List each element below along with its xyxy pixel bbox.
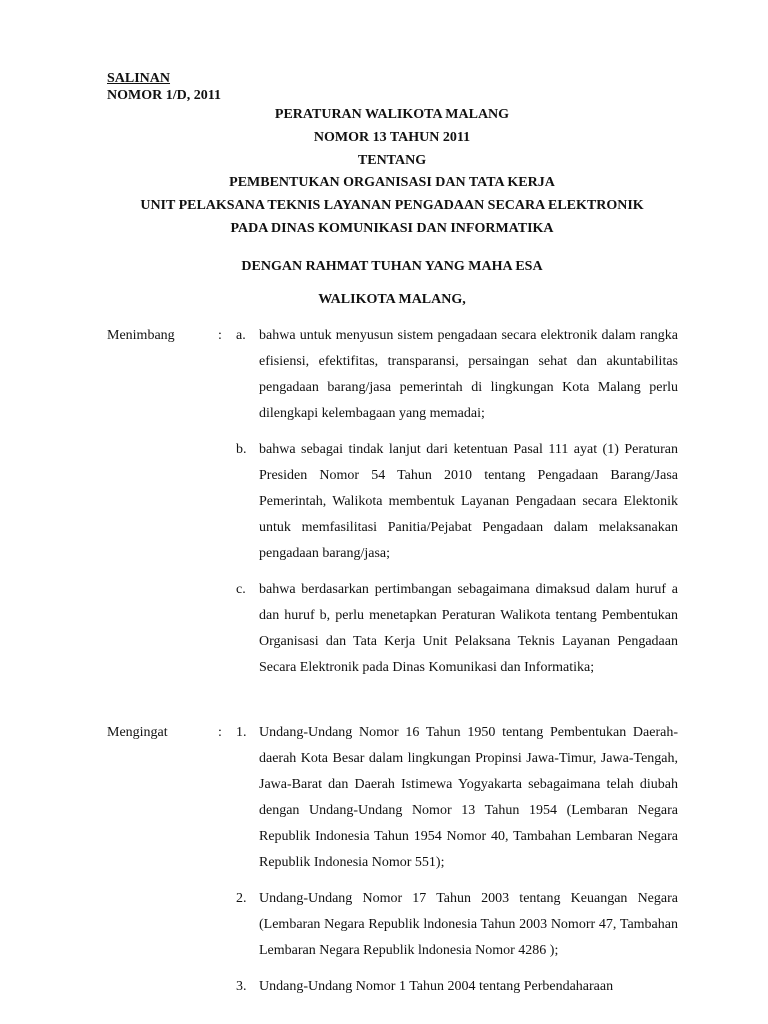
- regulation-subject-line-2: UNIT PELAKSANA TEKNIS LAYANAN PENGADAAN SECARA ELEKTRONIK: [140, 198, 644, 214]
- list-item: [236, 323, 678, 427]
- copy-label: SALINAN: [107, 71, 171, 86]
- list-item: [236, 437, 678, 567]
- item-marker: c.: [236, 582, 246, 597]
- regulation-title-block: [60, 104, 724, 241]
- item-text: Undang-Undang Nomor 1 Tahun 2004 tentang Perbendaharaan: [259, 979, 614, 994]
- item-marker: 1.: [236, 725, 247, 740]
- menimbang-items: [236, 323, 678, 681]
- item-text: bahwa sebagai tindak lanjut dari ketentuan Pasal 111 ayat (1) Peraturan Presiden Nomor 54 Tahun 2010 tentang Pengadaan Barang/Jasa Pemerintah, Walikota membentuk Layanan Pengadaan secara Elektonik untuk memfasilitasi Panitia/Pejabat Pengadaan dalam melaksanakan pengadaan barang/jasa;: [259, 442, 678, 561]
- item-text: Undang-Undang Nomor 17 Tahun 2003 tentang Keuangan Negara (Lembaran Negara Republik lndonesia Tahun 2003 Nomorr 47, Tambahan Lembaran Negara Republik lndonesia Nomor 4286 );: [259, 891, 678, 958]
- item-marker: a.: [236, 328, 246, 343]
- regulation-title: PERATURAN WALIKOTA MALANG: [274, 107, 510, 122]
- list-item: [236, 720, 678, 876]
- list-item: [236, 974, 678, 1000]
- item-text: Undang-Undang Nomor 16 Tahun 1950 tentang Pembentukan Daerah-daerah Kota Besar dalam lingkungan Propinsi Jawa-Timur, Jawa-Tengah, Jawa-Barat dan Daerah Istimewa Yogyakarta sebagaimana telah diubah dengan Undang-Undang Nomor 13 Tahun 1954 (Lembaran Negara Republik Indonesia Tahun 1954 Nomor 40, Tambahan Lembaran Negara Republik Indonesia Nomor 551);: [259, 725, 678, 870]
- mengingat-items: [236, 720, 678, 1000]
- section-label-mengingat: Mengingat: [107, 725, 168, 740]
- item-marker: b.: [236, 442, 247, 457]
- item-marker: 3.: [236, 979, 247, 994]
- item-marker: 2.: [236, 891, 247, 906]
- regulation-subject-line-3: PADA DINAS KOMUNIKASI DAN INFORMATIKA: [230, 220, 554, 236]
- grace-invocation: DENGAN RAHMAT TUHAN YANG MAHA ESA: [241, 259, 543, 274]
- regulation-subject-line-1: PEMBENTUKAN ORGANISASI DAN TATA KERJA: [229, 175, 555, 191]
- item-text: bahwa berdasarkan pertimbangan sebagaimana dimaksud dalam huruf a dan huruf b, perlu menetapkan Peraturan Walikota tentang Pembentukan Organisasi dan Tata Kerja Unit Pelaksana Teknis Layanan Pengadaan Secara Elektronik pada Dinas Komunikasi dan Informatika;: [259, 582, 678, 675]
- list-item: [236, 886, 678, 964]
- section-colon: :: [218, 725, 222, 740]
- item-text: bahwa untuk menyusun sistem pengadaan secara elektronik dalam rangka efisiensi, efektifitas, transparansi, persaingan sehat dan akuntabilitas pengadaan barang/jasa pemerintah di lingkungan Kota Malang perlu dilengkapi kelembagaan yang memadai;: [259, 328, 678, 421]
- regulation-about: TENTANG: [357, 152, 427, 168]
- regulation-number: NOMOR 13 TAHUN 2011: [313, 129, 471, 145]
- section-colon: :: [218, 328, 222, 343]
- section-label-menimbang: Menimbang: [107, 328, 175, 343]
- list-item: [236, 577, 678, 681]
- mayor-heading: WALIKOTA MALANG,: [318, 292, 466, 307]
- copy-number: NOMOR 1/D, 2011: [107, 88, 221, 103]
